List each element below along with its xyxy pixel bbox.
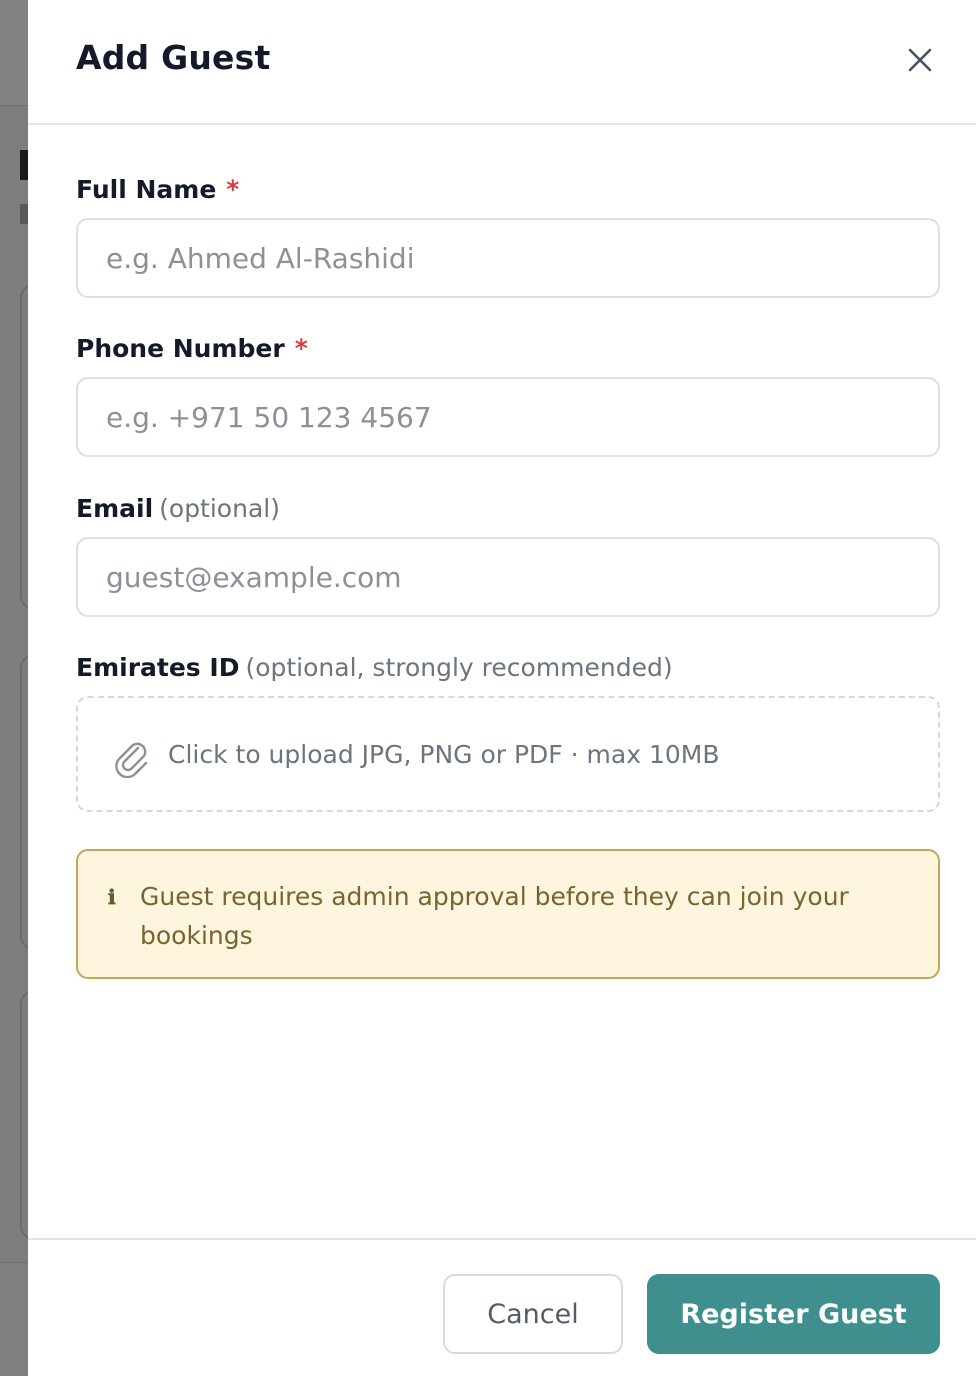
emirates-id-label-text: Emirates ID — [76, 653, 240, 682]
close-icon — [902, 42, 938, 78]
drawer-footer — [28, 1238, 976, 1376]
paperclip-icon — [108, 734, 152, 778]
phone-number-input[interactable] — [76, 377, 940, 457]
email-label — [76, 494, 280, 523]
emirates-id-label — [76, 653, 673, 682]
register-guest-button[interactable]: Register Guest — [647, 1274, 940, 1354]
approval-notice — [76, 849, 940, 979]
add-guest-drawer — [28, 0, 976, 1376]
email-input[interactable] — [76, 537, 940, 617]
full-name-label-text: Full Name — [76, 175, 217, 204]
phone-number-label-text: Phone Number — [76, 334, 285, 363]
drawer-title: Add Guest — [76, 38, 271, 77]
full-name-label — [76, 175, 239, 204]
close-button[interactable] — [902, 42, 938, 78]
upload-instructions: Click to upload JPG, PNG or PDF · max 10MB — [168, 740, 720, 769]
required-asterisk: * — [226, 175, 240, 204]
approval-notice-text: Guest requires admin approval before they can join your bookings — [140, 882, 849, 950]
drawer-header — [28, 0, 976, 125]
email-optional-hint: (optional) — [159, 494, 280, 523]
email-label-text: Email — [76, 494, 154, 523]
required-asterisk: * — [294, 334, 308, 363]
emirates-id-optional-hint: (optional, strongly recommended) — [245, 653, 673, 682]
info-icon: ℹ — [108, 885, 116, 909]
emirates-id-upload-dropzone[interactable] — [76, 696, 940, 812]
full-name-input[interactable] — [76, 218, 940, 298]
cancel-button[interactable]: Cancel — [443, 1274, 623, 1354]
phone-number-label — [76, 334, 308, 363]
